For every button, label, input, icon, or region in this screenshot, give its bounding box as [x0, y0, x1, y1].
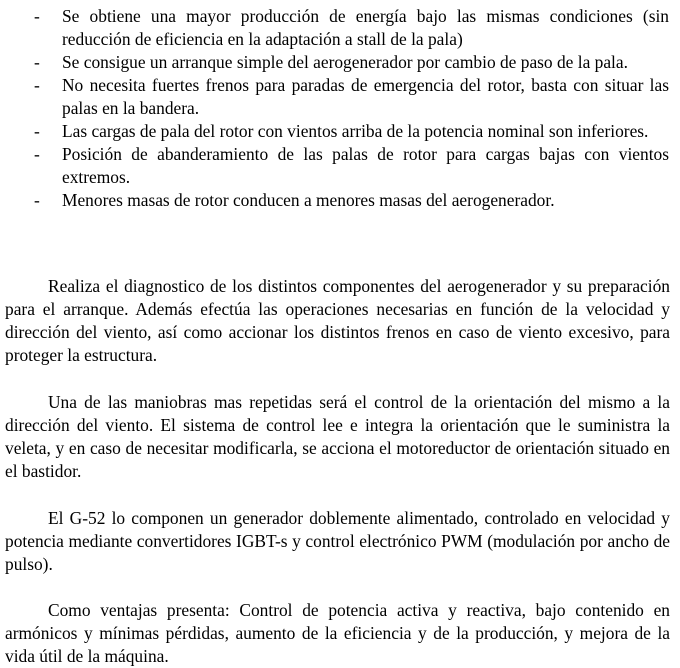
list-item-text: Se obtiene una mayor producción de energía bajo las mismas condiciones (sin reducción de eficiencia en la adaptación a stall de la pala)	[62, 6, 669, 49]
paragraph-diagnostics: Realiza el diagnostico de los distintos componentes del aerogenerador y su preparación para el arranque. Además efectúa las operaciones necesarias en función de la velocidad y dirección del viento, así como accionar los distintos frenos en caso de viento excesivo, para proteger la estructura.	[5, 276, 670, 365]
paragraph-orientation-control: Una de las maniobras mas repetidas será el control de la orientación del mismo a la dirección del viento. El sistema de control lee e integra la orientación que le suministra la veleta, y en caso de necesitar modificarla, se acciona el motoreductor de orientación situado en el bastidor.	[5, 392, 670, 481]
bullet-dash: -	[34, 75, 40, 95]
list-item	[0, 74, 669, 120]
list-item-text: Las cargas de pala del rotor con vientos arriba de la potencia nominal son inferiores.	[62, 121, 649, 141]
bullet-dash: -	[34, 52, 40, 72]
bullet-dash: -	[34, 190, 40, 210]
paragraph-advantages: Como ventajas presenta: Control de potencia activa y reactiva, bajo contenido en armónicos y mínimas pérdidas, aumento de la eficiencia y de la producción, y mejora de la vida útil de la máquina.	[5, 600, 670, 666]
list-item	[0, 120, 669, 143]
list-item	[0, 189, 669, 212]
list-item-text: No necesita fuertes frenos para paradas de emergencia del rotor, basta con situar las palas en la bandera.	[62, 75, 669, 118]
list-item	[0, 143, 669, 189]
list-item	[0, 51, 669, 74]
list-item-text: Se consigue un arranque simple del aerogenerador por cambio de paso de la pala.	[62, 52, 628, 72]
paragraph-generator: El G-52 lo componen un generador doblemente alimentado, controlado en velocidad y potencia mediante convertidores IGBT-s y control electrónico PWM (modulación por ancho de pulso).	[5, 508, 670, 574]
advantages-list	[0, 5, 680, 212]
bullet-dash: -	[34, 144, 40, 164]
bullet-dash: -	[34, 6, 40, 26]
bullet-dash: -	[34, 121, 40, 141]
list-item-text: Posición de abanderamiento de las palas de rotor para cargas bajas con vientos extremos.	[62, 144, 669, 187]
list-item-text: Menores masas de rotor conducen a menores masas del aerogenerador.	[62, 190, 555, 210]
list-item	[0, 5, 669, 51]
